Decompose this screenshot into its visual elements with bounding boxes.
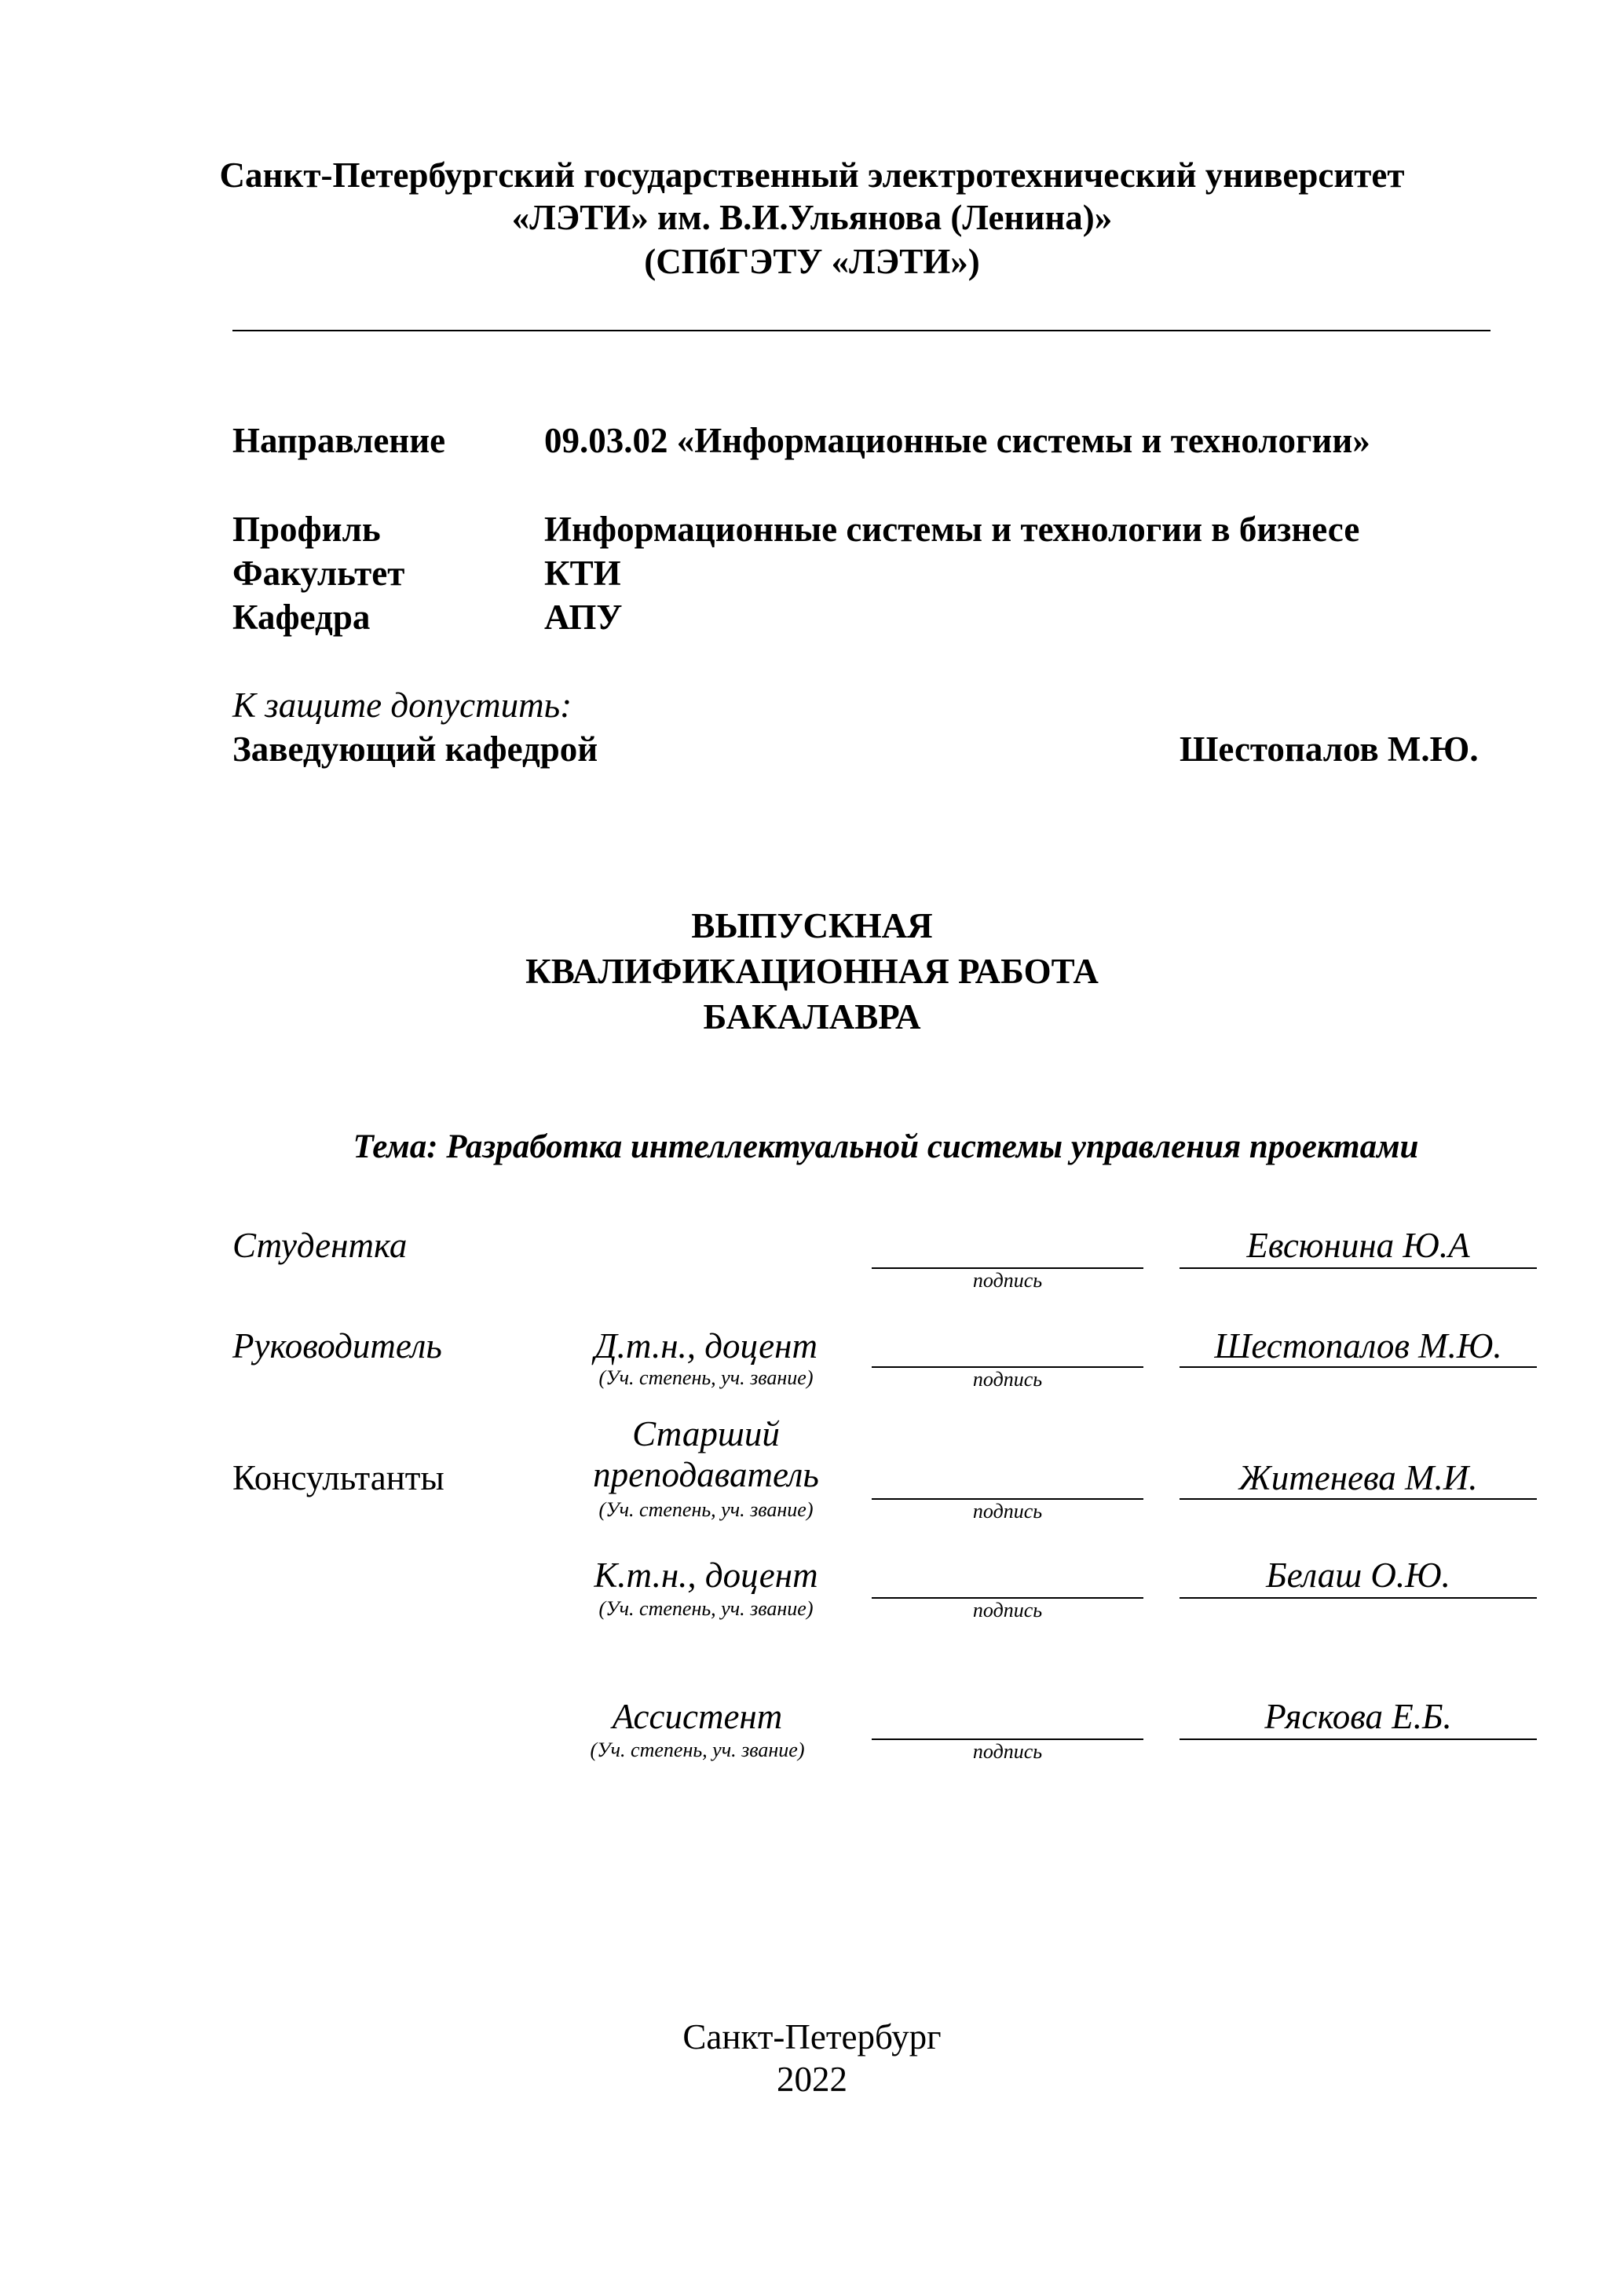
consultant2-degree-hint: (Уч. степень, уч. звание): [598, 1597, 814, 1620]
supervisor-signature-hint: подпись: [972, 1368, 1043, 1391]
consultant2-degree: К.т.н., доцент: [594, 1556, 818, 1595]
supervisor-name: Шестопалов М.Ю.: [1214, 1326, 1502, 1366]
consultant3-signature-hint: подпись: [972, 1740, 1043, 1763]
university-name-line2: «ЛЭТИ» им. В.И.Ульянова (Ленина)»: [511, 198, 1113, 237]
department-value: АПУ: [544, 598, 623, 637]
direction-value: 09.03.02 «Информационные системы и технологии»: [544, 421, 1370, 460]
work-title-line1: ВЫПУСКНАЯ: [691, 906, 933, 945]
consultant1-name-line: [1180, 1498, 1537, 1500]
direction-label: Направление: [232, 421, 446, 460]
work-title-line3: БАКАЛАВРА: [703, 997, 921, 1036]
consultant2-name-line: [1180, 1597, 1537, 1599]
admission-label: К защите допустить:: [232, 686, 572, 725]
student-name-line: [1180, 1267, 1537, 1269]
department-label: Кафедра: [232, 598, 371, 637]
consultant3-degree-hint: (Уч. степень, уч. звание): [590, 1738, 805, 1761]
consultant1-degree-line1: Старший: [632, 1414, 780, 1453]
supervisor-degree-hint: (Уч. степень, уч. звание): [598, 1366, 814, 1389]
header-divider: [232, 330, 1490, 331]
work-title-line2: КВАЛИФИКАЦИОННАЯ РАБОТА: [525, 952, 1099, 991]
consultants-label: Консультанты: [232, 1458, 444, 1497]
consultant1-degree-line2: преподаватель: [593, 1455, 819, 1494]
university-abbr: (СПбГЭТУ «ЛЭТИ»): [644, 242, 980, 281]
profile-label: Профиль: [232, 510, 381, 549]
university-name: Санкт-Петербургский государственный электротехнический университет: [219, 155, 1405, 195]
consultant3-name: Ряскова Е.Б.: [1264, 1697, 1452, 1736]
profile-value: Информационные системы и технологии в бизнесе: [544, 510, 1360, 549]
faculty-label: Факультет: [232, 554, 405, 593]
year: 2022: [777, 2060, 847, 2099]
consultant3-name-line: [1180, 1738, 1537, 1740]
consultant3-degree: Ассистент: [612, 1697, 783, 1736]
consultant2-name: Белаш О.Ю.: [1266, 1556, 1450, 1595]
head-of-department-label: Заведующий кафедрой: [232, 729, 598, 769]
faculty-value: КТИ: [544, 554, 621, 593]
consultant1-degree-hint: (Уч. степень, уч. звание): [598, 1498, 814, 1521]
consultant1-name: Житенева М.И.: [1238, 1458, 1478, 1497]
student-name: Евсюнина Ю.А: [1246, 1226, 1470, 1265]
thesis-topic: Тема: Разработка интеллектуальной системы управления проектами: [353, 1128, 1419, 1165]
city: Санкт-Петербург: [682, 2017, 942, 2057]
supervisor-role: Руководитель: [232, 1326, 442, 1366]
student-role: Студентка: [232, 1226, 408, 1265]
consultant1-signature-hint: подпись: [972, 1500, 1043, 1523]
student-signature-hint: подпись: [972, 1269, 1043, 1292]
supervisor-name-line: [1180, 1366, 1537, 1368]
consultant2-signature-hint: подпись: [972, 1599, 1043, 1621]
head-of-department-name: Шестопалов М.Ю.: [1180, 729, 1479, 769]
supervisor-degree: Д.т.н., доцент: [594, 1326, 817, 1366]
